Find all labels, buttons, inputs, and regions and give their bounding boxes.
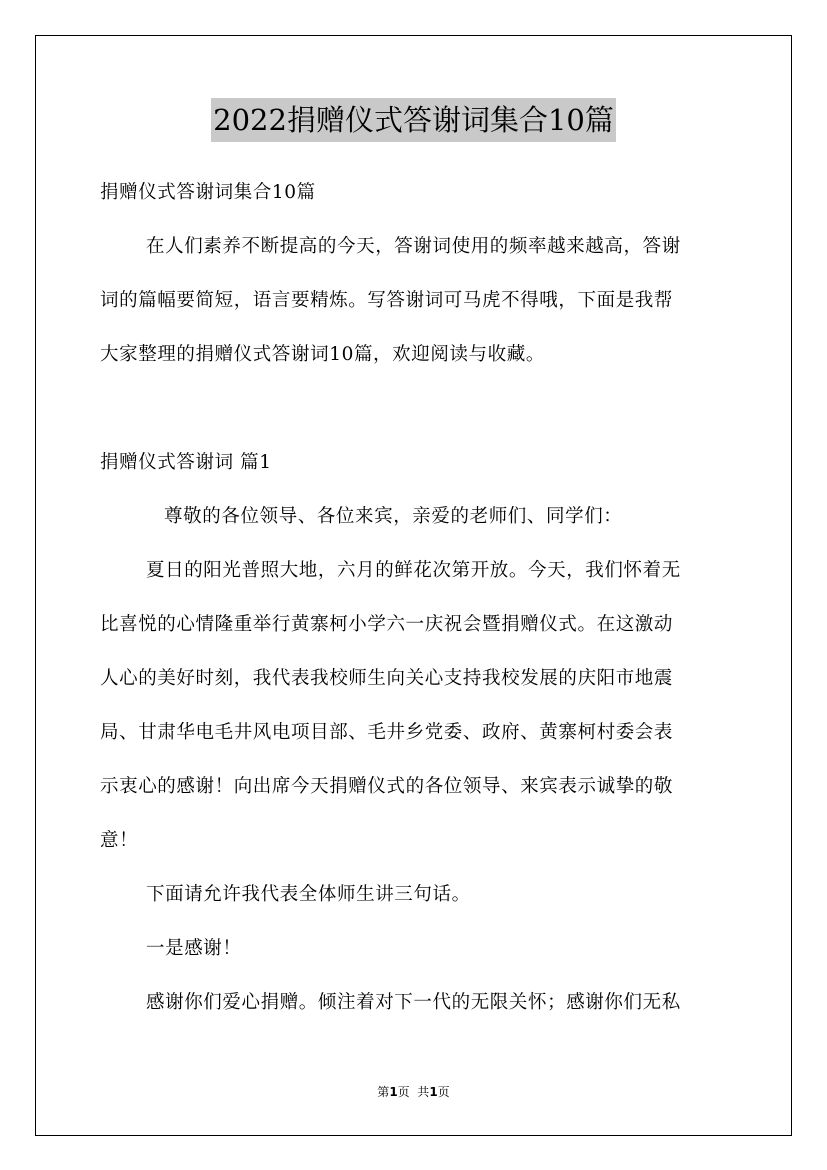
blank-line [100, 382, 730, 436]
paragraph1-line-2: 比喜悦的心情隆重举行黄寨柯小学六一庆祝会暨捐赠仪式。在这激动 [100, 614, 674, 635]
document-body [100, 166, 730, 1030]
section-heading: 捐赠仪式答谢词 篇1 [100, 452, 272, 473]
paragraph1-line-1: 夏日的阳光普照大地，六月的鲜花次第开放。今天，我们怀着无 [146, 560, 681, 581]
intro-line-2: 词的篇幅要简短，语言要精炼。写答谢词可马虎不得哦，下面是我帮 [100, 290, 674, 311]
paragraph1-line-5: 示衷心的感谢！向出席今天捐赠仪式的各位领导、来宾表示诚挚的敬 [100, 776, 674, 797]
title-container [0, 98, 827, 142]
greeting: 尊敬的各位领导、各位来宾，亲爱的老师们、同学们： [164, 506, 623, 527]
footer-page-current: 1 [389, 1085, 398, 1099]
footer-page-total: 1 [429, 1085, 438, 1099]
paragraph2: 下面请允许我代表全体师生讲三句话。 [146, 884, 471, 905]
intro-line-3: 大家整理的捐赠仪式答谢词10篇，欢迎阅读与收藏。 [100, 344, 545, 365]
paragraph4-line-1: 感谢你们爱心捐赠。倾注着对下一代的无限关怀；感谢你们无私 [146, 992, 681, 1013]
paragraph3: 一是感谢！ [146, 938, 242, 959]
footer-page-prefix: 第 [377, 1085, 390, 1099]
paragraph1-line-3: 人心的美好时刻，我代表我校师生向关心支持我校发展的庆阳市地震 [100, 668, 674, 689]
page-footer [0, 1082, 827, 1102]
paragraph1-line-6: 意！ [100, 830, 139, 851]
footer-page-mid: 页 共 [397, 1085, 430, 1099]
paragraph1-line-4: 局、甘肃华电毛井风电项目部、毛井乡党委、政府、黄寨柯村委会表 [100, 722, 674, 743]
intro-line-1: 在人们素养不断提高的今天，答谢词使用的频率越来越高，答谢 [146, 236, 681, 257]
document-subtitle: 捐赠仪式答谢词集合10篇 [100, 182, 316, 203]
document-title: 2022捐赠仪式答谢词集合10篇 [211, 98, 616, 142]
footer-page-suffix: 页 [437, 1085, 450, 1099]
